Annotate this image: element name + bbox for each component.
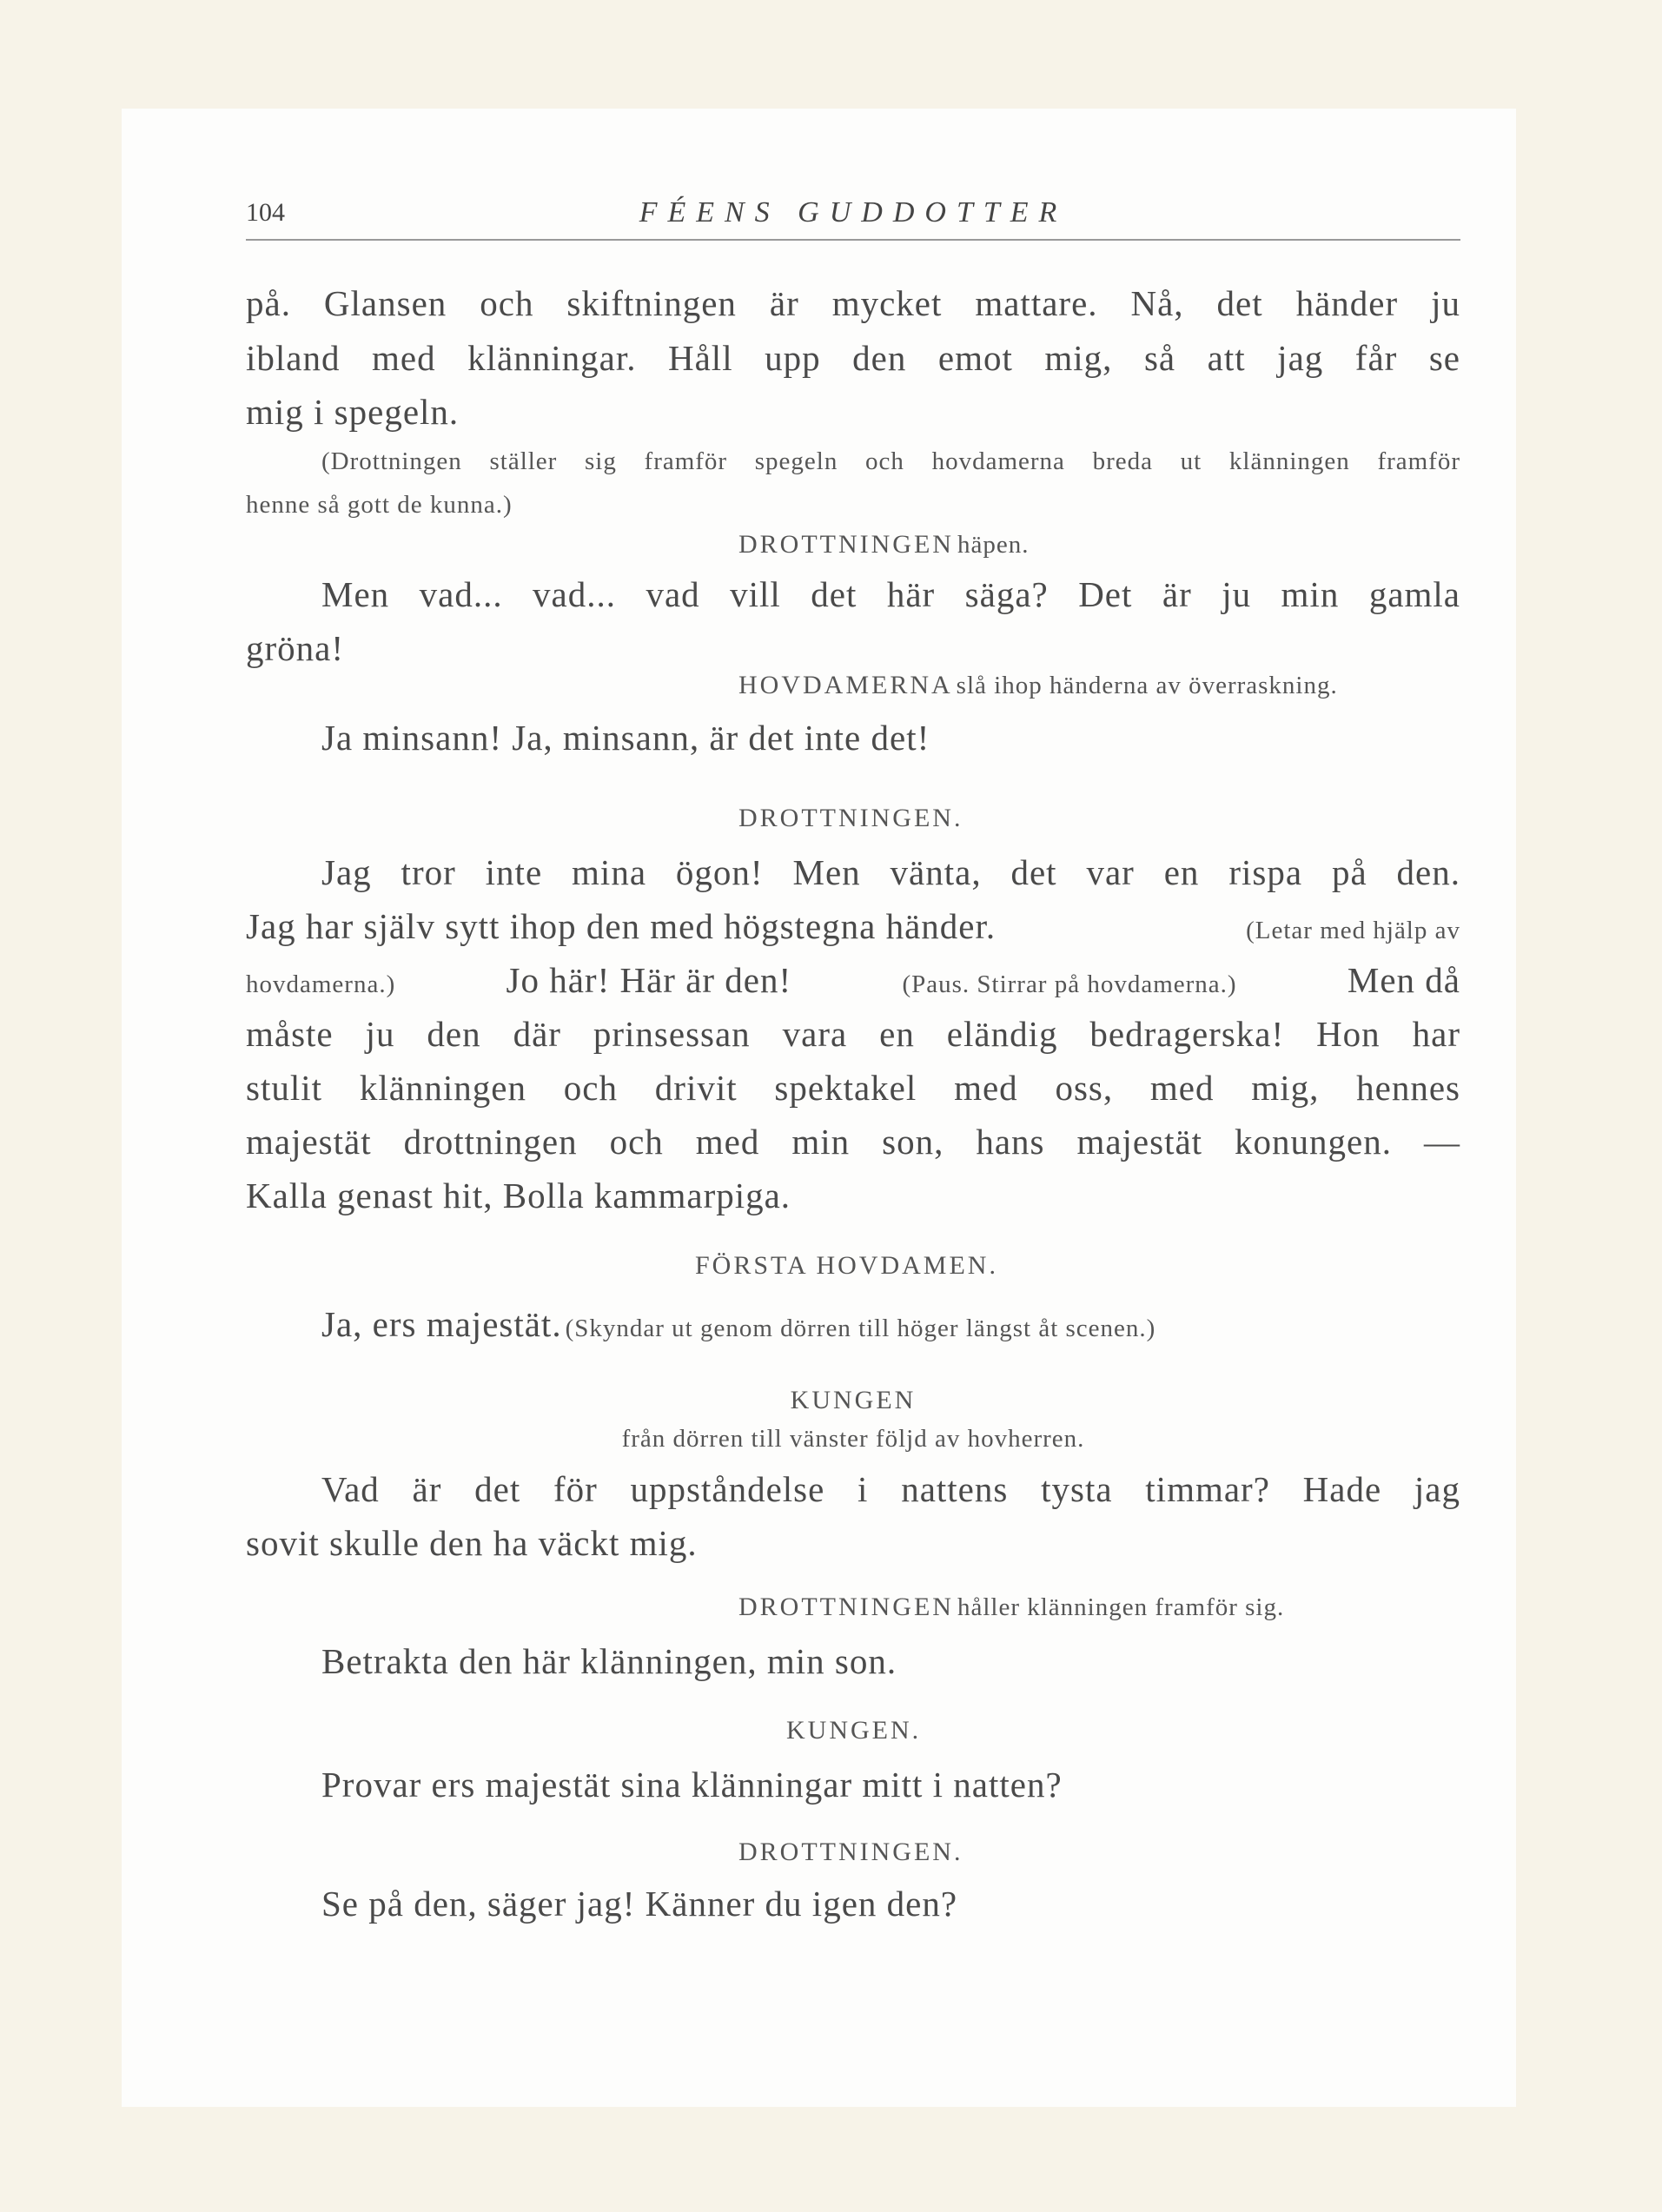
text-line: Men vad... vad... vad vill det här säga? Det är ju min gamla bbox=[321, 574, 1460, 614]
speaker-name: KUNGEN. bbox=[786, 1716, 922, 1745]
speaker-direction: slå ihop händerna av överraskning. bbox=[956, 672, 1338, 699]
speaker-name: DROTTNINGEN. bbox=[738, 1838, 963, 1866]
text-line bbox=[321, 1303, 1155, 1345]
text-line: måste ju den där prinsessan vara en eländig bedragerska! Hon har bbox=[246, 1014, 1460, 1054]
speaker-heading bbox=[738, 530, 1029, 560]
speaker-name: DROTTNINGEN bbox=[738, 530, 954, 559]
text-line bbox=[246, 959, 1460, 1001]
text-line: Provar ers majestät sina klänningar mitt i natten? bbox=[321, 1765, 1063, 1805]
text-line: stulit klänningen och drivit spektakel med oss, med mig, hennes bbox=[246, 1068, 1460, 1108]
speaker-name: DROTTNINGEN. bbox=[738, 804, 963, 832]
speaker-name: KUNGEN bbox=[790, 1386, 917, 1414]
speaker-name: DROTTNINGEN bbox=[738, 1593, 954, 1621]
speaker-name: FÖRSTA HOVDAMEN. bbox=[695, 1251, 998, 1280]
text-segment: Jag har själv sytt ihop den med högstegna händer. bbox=[246, 906, 997, 946]
running-title: FÉENS GUDDOTTER bbox=[639, 196, 1068, 228]
text-line: gröna! bbox=[246, 628, 345, 668]
speaker-direction: häpen. bbox=[957, 531, 1030, 559]
speaker-direction: håller klänningen framför sig. bbox=[957, 1593, 1285, 1621]
text-line: på. Glansen och skiftningen är mycket mattare. Nå, det händer ju bbox=[246, 283, 1460, 323]
stage-direction: (Skyndar ut genom dörren till höger längst åt scenen.) bbox=[565, 1315, 1156, 1342]
text-segment: Ja, ers majestät. bbox=[321, 1304, 562, 1344]
text-line: Ja minsann! Ja, minsann, är det inte det! bbox=[321, 718, 930, 758]
speaker-name: HOVDAMERNA bbox=[738, 671, 953, 699]
text-line: ibland med klänningar. Håll upp den emot mig, så att jag får se bbox=[246, 338, 1460, 378]
text-segment: Men då bbox=[1347, 960, 1460, 1000]
text-line: Jag tror inte mina ögon! Men vänta, det var en rispa på den. bbox=[321, 852, 1460, 892]
text-segment: Jo här! Här är den! bbox=[506, 960, 792, 1000]
page-number: 104 bbox=[246, 198, 285, 227]
stage-direction: henne så gott de kunna.) bbox=[246, 491, 513, 519]
text-line bbox=[246, 905, 1460, 947]
speaker-direction: från dörren till vänster följd av hovherren. bbox=[621, 1425, 1085, 1453]
stage-direction: hovdamerna.) bbox=[246, 970, 396, 998]
header-rule bbox=[246, 239, 1460, 241]
text-line: Betrakta den här klänningen, min son. bbox=[321, 1641, 897, 1681]
speaker-heading bbox=[738, 1593, 1284, 1622]
speaker-heading bbox=[738, 671, 1338, 700]
text-line: mig i spegeln. bbox=[246, 392, 460, 432]
stage-direction: (Letar med hjälp av bbox=[1246, 917, 1460, 944]
text-line: Kalla genast hit, Bolla kammarpiga. bbox=[246, 1176, 791, 1215]
text-line: majestät drottningen och med min son, hans majestät konungen. — bbox=[246, 1122, 1460, 1162]
text-line: sovit skulle den ha väckt mig. bbox=[246, 1523, 698, 1563]
stage-direction: (Paus. Stirrar på hovdamerna.) bbox=[902, 970, 1237, 998]
running-header bbox=[246, 189, 1460, 242]
text-line: Vad är det för uppståndelse i nattens tysta timmar? Hade jag bbox=[321, 1469, 1460, 1509]
stage-direction: (Drottningen ställer sig framför spegeln och hovdamerna breda ut klänningen framför bbox=[321, 447, 1460, 475]
text-line: Se på den, säger jag! Känner du igen den? bbox=[321, 1884, 958, 1924]
